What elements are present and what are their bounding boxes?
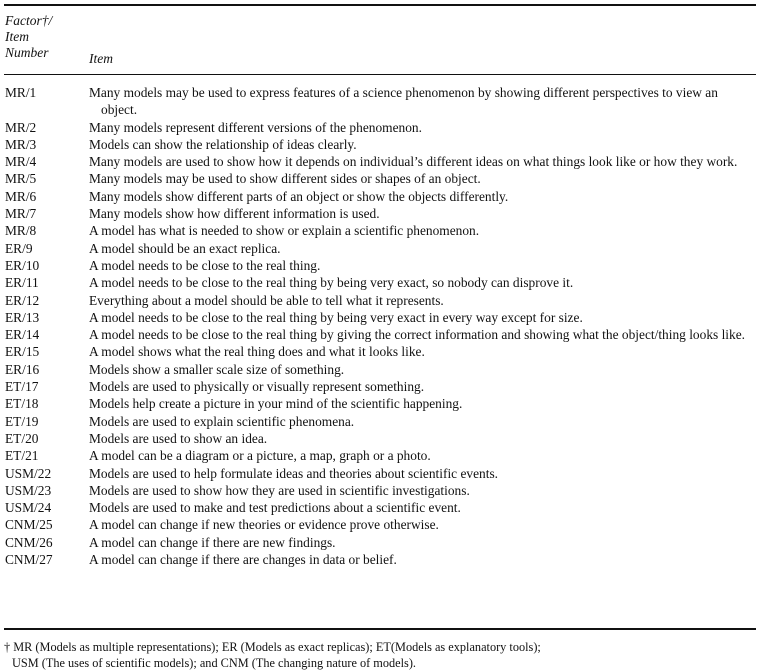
table-row (0, 153, 759, 170)
item-number: CNM/26 (5, 534, 53, 550)
item-text: Models are used to explain scientific phenomena. (89, 413, 355, 429)
column-header-factor (5, 13, 85, 61)
table-row (0, 361, 759, 378)
table-row (0, 222, 759, 239)
item-text: A model can be a diagram or a picture, a map, graph or a photo. (89, 448, 431, 464)
item-number: ER/10 (5, 257, 40, 273)
item-text: Models are used to physically or visually represent something. (89, 379, 425, 395)
item-number: ET/20 (5, 430, 39, 446)
item-text: A model can change if there are changes in data or belief. (89, 552, 397, 568)
item-number: ER/12 (5, 292, 40, 308)
table-row (0, 465, 759, 482)
table-row (0, 343, 759, 360)
table-row (0, 136, 759, 153)
table-row (0, 309, 759, 326)
table-row (0, 257, 759, 274)
item-text: Many models are used to show how it depends on individual’s different ideas on what things look like or how they work. (89, 154, 738, 170)
table-row (0, 188, 759, 205)
table-row (0, 274, 759, 291)
table-row (0, 482, 759, 499)
table-row (0, 170, 759, 187)
table-row (0, 499, 759, 516)
item-number: ER/16 (5, 361, 40, 377)
item-text: Many models show different parts of an object or show the objects differently. (89, 188, 509, 204)
item-text: A model needs to be close to the real thing. (89, 257, 321, 273)
item-number: CNM/25 (5, 517, 53, 533)
table-body (0, 84, 759, 568)
item-text: Models are used to make and test predictions about a scientific event. (89, 500, 461, 516)
table-row (0, 240, 759, 257)
item-text: A model can change if new theories or evidence prove otherwise. (89, 517, 439, 533)
item-text: Many models show how different information is used. (89, 206, 380, 222)
table-row (0, 205, 759, 222)
item-text: Models are used to show how they are used in scientific investigations. (89, 482, 470, 498)
item-number: ER/9 (5, 240, 33, 256)
item-text: Many models represent different versions of the phenomenon. (89, 119, 422, 135)
item-number: CNM/27 (5, 552, 53, 568)
item-number: USM/24 (5, 500, 52, 516)
item-text: A model needs to be close to the real thing by being very exact in every way except for size. (89, 309, 583, 325)
item-number: ER/11 (5, 275, 39, 291)
item-text: A model needs to be close to the real thing by being very exact, so nobody can disprove it. (89, 275, 574, 291)
item-text: Models are used to show an idea. (89, 430, 268, 446)
item-text: Everything about a model should be able to tell what it represents. (89, 292, 444, 308)
item-number: ET/17 (5, 379, 39, 395)
item-text: A model should be an exact replica. (89, 240, 281, 256)
table-row (0, 326, 759, 343)
item-text: A model has what is needed to show or explain a scientific phenomenon. (89, 223, 480, 239)
item-number: USM/23 (5, 482, 52, 498)
table-row (0, 395, 759, 412)
footnote-line2: USM (The uses of scientific models); and CNM (The changing nature of models). (12, 656, 416, 670)
item-text: Models can show the relationship of ideas clearly. (89, 136, 357, 152)
column-header-factor-line3: Number (5, 45, 49, 60)
item-number: ET/21 (5, 448, 39, 464)
table-row (0, 292, 759, 309)
item-number: MR/8 (5, 223, 37, 239)
table-row (0, 516, 759, 533)
table-row (0, 378, 759, 395)
item-number: MR/6 (5, 188, 37, 204)
table-row (0, 430, 759, 447)
item-number: MR/4 (5, 154, 37, 170)
table-row (0, 534, 759, 551)
table-row (0, 447, 759, 464)
table-row (0, 119, 759, 136)
item-text: Many models may be used to express features of a science phenomenon by showing different perspectives to view an object. (89, 85, 718, 118)
table-header-rule (4, 74, 756, 75)
item-number: ER/15 (5, 344, 40, 360)
item-number: USM/22 (5, 465, 52, 481)
item-text: A model needs to be close to the real thing by giving the correct information and showing what the object/thing looks like. (89, 327, 745, 343)
item-text: Many models may be used to show different sides or shapes of an object. (89, 171, 481, 187)
table-bottom-rule (4, 628, 756, 630)
item-text: A model can change if there are new findings. (89, 534, 336, 550)
item-number: MR/1 (5, 85, 37, 100)
item-number: MR/3 (5, 136, 37, 152)
table-row (0, 84, 759, 119)
table-footnote (4, 639, 756, 671)
column-header-factor-line2: Item (5, 29, 29, 44)
item-number: ER/13 (5, 309, 40, 325)
item-number: ET/18 (5, 396, 39, 412)
column-header-item: Item (89, 51, 113, 66)
item-text: A model shows what the real thing does and what it looks like. (89, 344, 425, 360)
item-number: MR/5 (5, 171, 37, 187)
item-text: Models are used to help formulate ideas and theories about scientific events. (89, 465, 499, 481)
column-header-factor-line1: Factor†/ (5, 13, 53, 28)
item-text: Models help create a picture in your mind of the scientific happening. (89, 396, 463, 412)
table-row (0, 413, 759, 430)
item-text: Models show a smaller scale size of something. (89, 361, 345, 377)
item-number: ET/19 (5, 413, 39, 429)
footnote-line1: † MR (Models as multiple representations); ER (Models as exact replicas); ET(Models as explanatory tools); (4, 640, 541, 654)
table-top-rule (4, 4, 756, 6)
item-number: MR/2 (5, 119, 37, 135)
table-row (0, 551, 759, 568)
item-number: ER/14 (5, 327, 40, 343)
item-number: MR/7 (5, 206, 37, 222)
